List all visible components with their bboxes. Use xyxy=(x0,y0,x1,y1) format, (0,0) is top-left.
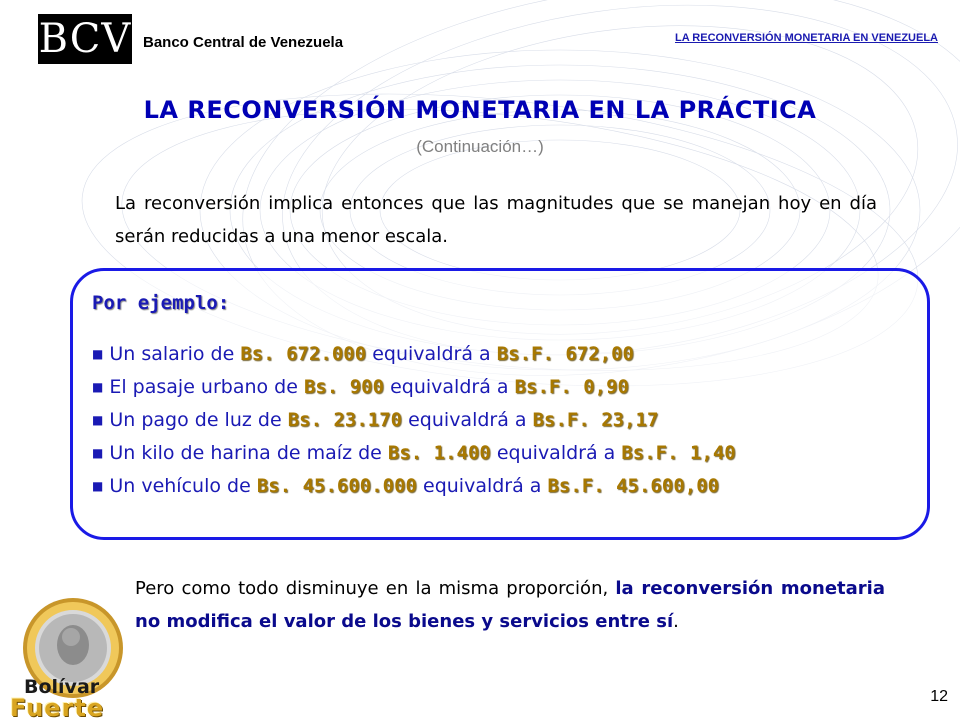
square-bullet-icon: ■ xyxy=(92,347,104,361)
item-prefix: Un salario de xyxy=(109,343,241,365)
square-bullet-icon: ■ xyxy=(92,479,104,493)
item-mid: equivaldrá a xyxy=(402,409,533,431)
item-mid: equivaldrá a xyxy=(490,442,622,464)
section-header: LA RECONVERSIÓN MONETARIA EN VENEZUELA xyxy=(675,32,938,44)
list-item xyxy=(92,437,736,470)
intro-paragraph: La reconversión implica entonces que las magnitudes que se manejan hoy en día serán reducidas a una menor escala. xyxy=(115,193,877,247)
brand-line-2: Fuerte xyxy=(10,694,105,722)
item-prefix: Un pago de luz de xyxy=(109,409,288,431)
item-mid: equivaldrá a xyxy=(366,343,497,365)
square-bullet-icon: ■ xyxy=(92,413,104,427)
slide-subtitle: (Continuación…) xyxy=(416,137,544,156)
item-prefix: Un vehículo de xyxy=(109,475,257,497)
new-amount: Bs.F. 45.600,00 xyxy=(547,475,720,497)
item-prefix: El pasaje urbano de xyxy=(109,376,304,398)
brand-line-1: Bolívar xyxy=(24,676,100,698)
list-item xyxy=(92,470,736,503)
item-prefix: Un kilo de harina de maíz de xyxy=(109,442,388,464)
list-item xyxy=(92,338,736,371)
closing-highlight: la reconversión monetaria no modifica el valor de los bienes y servicios entre sí xyxy=(135,578,885,632)
old-amount: Bs. 23.170 xyxy=(287,409,403,431)
closing-plain: Pero como todo disminuye en la misma proporción, xyxy=(135,578,616,599)
new-amount: Bs.F. 0,90 xyxy=(514,376,629,398)
square-bullet-icon: ■ xyxy=(92,380,104,394)
old-amount: Bs. 900 xyxy=(303,376,385,398)
old-amount: Bs. 672.000 xyxy=(240,343,367,365)
examples-list xyxy=(92,338,736,503)
bcv-logo-text: BCV xyxy=(38,16,132,62)
list-item xyxy=(92,404,736,437)
closing-end: . xyxy=(673,611,679,632)
item-mid: equivaldrá a xyxy=(384,376,515,398)
closing-paragraph xyxy=(135,572,885,638)
new-amount: Bs.F. 23,17 xyxy=(532,409,659,431)
page-number: 12 xyxy=(930,688,948,705)
examples-heading: Por ejemplo: xyxy=(92,292,230,314)
slide-title: LA RECONVERSIÓN MONETARIA EN LA PRÁCTICA xyxy=(143,96,817,124)
bank-name: Banco Central de Venezuela xyxy=(143,34,344,51)
item-mid: equivaldrá a xyxy=(416,475,548,497)
old-amount: Bs. 45.600.000 xyxy=(256,475,417,497)
list-item xyxy=(92,371,736,404)
bcv-logo xyxy=(38,14,132,64)
new-amount: Bs.F. 1,40 xyxy=(621,442,736,464)
square-bullet-icon: ■ xyxy=(92,446,104,460)
new-amount: Bs.F. 672,00 xyxy=(496,343,634,365)
old-amount: Bs. 1.400 xyxy=(387,442,491,464)
